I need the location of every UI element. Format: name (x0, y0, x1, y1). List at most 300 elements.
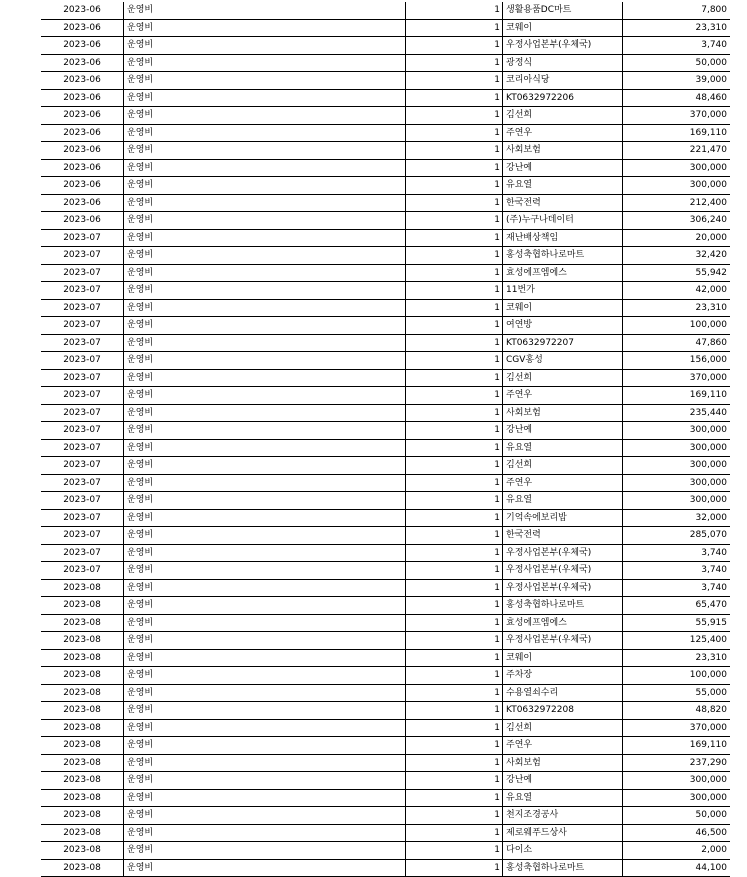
ledger-body (41, 2, 730, 877)
category-cell: 운영비 (124, 72, 406, 90)
table-row (41, 544, 730, 562)
amount-cell: 2,000 (623, 842, 731, 860)
date-cell: 2023-08 (41, 649, 124, 667)
vendor-cell: 코웨이 (503, 649, 623, 667)
quantity-cell: 1 (406, 387, 503, 405)
vendor-cell: 유요열 (503, 492, 623, 510)
date-cell: 2023-06 (41, 107, 124, 125)
vendor-cell: 코리아식당 (503, 72, 623, 90)
quantity-cell: 1 (406, 457, 503, 475)
quantity-cell: 1 (406, 702, 503, 720)
vendor-cell: 제로웨푸드상사 (503, 824, 623, 842)
amount-cell: 55,915 (623, 614, 731, 632)
table-row (41, 632, 730, 650)
date-cell: 2023-07 (41, 457, 124, 475)
amount-cell: 23,310 (623, 299, 731, 317)
category-cell: 운영비 (124, 334, 406, 352)
amount-cell: 300,000 (623, 422, 731, 440)
date-cell: 2023-08 (41, 632, 124, 650)
date-cell: 2023-06 (41, 72, 124, 90)
date-cell: 2023-06 (41, 142, 124, 160)
vendor-cell: 우정사업본부(우체국) (503, 562, 623, 580)
quantity-cell: 1 (406, 754, 503, 772)
vendor-cell: 강난예 (503, 159, 623, 177)
quantity-cell: 1 (406, 177, 503, 195)
table-row (41, 317, 730, 335)
category-cell: 운영비 (124, 282, 406, 300)
quantity-cell: 1 (406, 492, 503, 510)
date-cell: 2023-07 (41, 562, 124, 580)
category-cell: 운영비 (124, 37, 406, 55)
quantity-cell: 1 (406, 807, 503, 825)
quantity-cell: 1 (406, 212, 503, 230)
category-cell: 운영비 (124, 772, 406, 790)
date-cell: 2023-07 (41, 264, 124, 282)
quantity-cell: 1 (406, 667, 503, 685)
vendor-cell: 주연우 (503, 474, 623, 492)
quantity-cell: 1 (406, 439, 503, 457)
amount-cell: 370,000 (623, 719, 731, 737)
table-row (41, 562, 730, 580)
table-row (41, 352, 730, 370)
table-row (41, 124, 730, 142)
quantity-cell: 1 (406, 317, 503, 335)
date-cell: 2023-07 (41, 334, 124, 352)
category-cell: 운영비 (124, 527, 406, 545)
amount-cell: 39,000 (623, 72, 731, 90)
table-row (41, 772, 730, 790)
category-cell: 운영비 (124, 492, 406, 510)
vendor-cell: KT0632972207 (503, 334, 623, 352)
category-cell: 운영비 (124, 107, 406, 125)
vendor-cell: 홍성축협하나로마트 (503, 597, 623, 615)
date-cell: 2023-07 (41, 492, 124, 510)
amount-cell: 7,800 (623, 2, 731, 19)
amount-cell: 300,000 (623, 439, 731, 457)
date-cell: 2023-08 (41, 702, 124, 720)
quantity-cell: 1 (406, 404, 503, 422)
vendor-cell: 김선희 (503, 369, 623, 387)
table-row (41, 159, 730, 177)
quantity-cell: 1 (406, 159, 503, 177)
category-cell: 운영비 (124, 212, 406, 230)
quantity-cell: 1 (406, 544, 503, 562)
table-row (41, 37, 730, 55)
date-cell: 2023-07 (41, 229, 124, 247)
category-cell: 운영비 (124, 457, 406, 475)
table-row (41, 649, 730, 667)
amount-cell: 237,290 (623, 754, 731, 772)
amount-cell: 23,310 (623, 649, 731, 667)
table-row (41, 667, 730, 685)
amount-cell: 47,860 (623, 334, 731, 352)
date-cell: 2023-07 (41, 387, 124, 405)
quantity-cell: 1 (406, 369, 503, 387)
amount-cell: 100,000 (623, 667, 731, 685)
category-cell: 운영비 (124, 807, 406, 825)
vendor-cell: 유요열 (503, 439, 623, 457)
category-cell: 운영비 (124, 562, 406, 580)
category-cell: 운영비 (124, 124, 406, 142)
amount-cell: 300,000 (623, 159, 731, 177)
date-cell: 2023-08 (41, 684, 124, 702)
amount-cell: 156,000 (623, 352, 731, 370)
quantity-cell: 1 (406, 194, 503, 212)
amount-cell: 3,740 (623, 37, 731, 55)
table-row (41, 702, 730, 720)
date-cell: 2023-07 (41, 509, 124, 527)
amount-cell: 169,110 (623, 124, 731, 142)
date-cell: 2023-06 (41, 159, 124, 177)
table-row (41, 684, 730, 702)
table-row (41, 509, 730, 527)
amount-cell: 300,000 (623, 492, 731, 510)
vendor-cell: 주연우 (503, 387, 623, 405)
category-cell: 운영비 (124, 597, 406, 615)
category-cell: 운영비 (124, 842, 406, 860)
vendor-cell: 김선희 (503, 719, 623, 737)
table-row (41, 404, 730, 422)
category-cell: 운영비 (124, 264, 406, 282)
amount-cell: 3,740 (623, 562, 731, 580)
quantity-cell: 1 (406, 54, 503, 72)
category-cell: 운영비 (124, 439, 406, 457)
vendor-cell: 홍성축협하나로마트 (503, 247, 623, 265)
date-cell: 2023-07 (41, 299, 124, 317)
table-row (41, 807, 730, 825)
date-cell: 2023-08 (41, 754, 124, 772)
quantity-cell: 1 (406, 107, 503, 125)
date-cell: 2023-07 (41, 369, 124, 387)
quantity-cell: 1 (406, 37, 503, 55)
quantity-cell: 1 (406, 142, 503, 160)
category-cell: 운영비 (124, 317, 406, 335)
vendor-cell: 생활용품DC마트 (503, 2, 623, 19)
category-cell: 운영비 (124, 89, 406, 107)
table-row (41, 142, 730, 160)
amount-cell: 32,000 (623, 509, 731, 527)
vendor-cell: 효성에프엠에스 (503, 264, 623, 282)
table-row (41, 89, 730, 107)
amount-cell: 3,740 (623, 579, 731, 597)
date-cell: 2023-08 (41, 859, 124, 877)
vendor-cell: 천지조경공사 (503, 807, 623, 825)
table-row (41, 859, 730, 877)
quantity-cell: 1 (406, 299, 503, 317)
vendor-cell: 강난예 (503, 772, 623, 790)
date-cell: 2023-06 (41, 2, 124, 19)
table-row (41, 334, 730, 352)
vendor-cell: 기억속에보리밥 (503, 509, 623, 527)
vendor-cell: 김선희 (503, 107, 623, 125)
amount-cell: 125,400 (623, 632, 731, 650)
vendor-cell: 효성에프엠에스 (503, 614, 623, 632)
amount-cell: 306,240 (623, 212, 731, 230)
amount-cell: 20,000 (623, 229, 731, 247)
table-row (41, 439, 730, 457)
amount-cell: 50,000 (623, 807, 731, 825)
date-cell: 2023-08 (41, 597, 124, 615)
table-row (41, 229, 730, 247)
vendor-cell: 사회보험 (503, 404, 623, 422)
table-row (41, 492, 730, 510)
vendor-cell: (주)누구나데이터 (503, 212, 623, 230)
date-cell: 2023-08 (41, 737, 124, 755)
quantity-cell: 1 (406, 649, 503, 667)
date-cell: 2023-08 (41, 667, 124, 685)
vendor-cell: 코웨이 (503, 299, 623, 317)
table-row (41, 72, 730, 90)
category-cell: 운영비 (124, 19, 406, 37)
vendor-cell: 주차장 (503, 667, 623, 685)
amount-cell: 300,000 (623, 457, 731, 475)
date-cell: 2023-07 (41, 439, 124, 457)
vendor-cell: 다이소 (503, 842, 623, 860)
date-cell: 2023-08 (41, 789, 124, 807)
date-cell: 2023-07 (41, 422, 124, 440)
category-cell: 운영비 (124, 789, 406, 807)
quantity-cell: 1 (406, 772, 503, 790)
quantity-cell: 1 (406, 737, 503, 755)
category-cell: 운영비 (124, 299, 406, 317)
table-row (41, 107, 730, 125)
table-row (41, 299, 730, 317)
quantity-cell: 1 (406, 89, 503, 107)
vendor-cell: 코웨이 (503, 19, 623, 37)
category-cell: 운영비 (124, 544, 406, 562)
date-cell: 2023-07 (41, 352, 124, 370)
category-cell: 운영비 (124, 719, 406, 737)
vendor-cell: 우정사업본부(우체국) (503, 37, 623, 55)
amount-cell: 48,820 (623, 702, 731, 720)
date-cell: 2023-07 (41, 404, 124, 422)
amount-cell: 169,110 (623, 737, 731, 755)
table-row (41, 474, 730, 492)
amount-cell: 42,000 (623, 282, 731, 300)
date-cell: 2023-06 (41, 194, 124, 212)
amount-cell: 50,000 (623, 54, 731, 72)
vendor-cell: 여연방 (503, 317, 623, 335)
amount-cell: 23,310 (623, 19, 731, 37)
date-cell: 2023-08 (41, 807, 124, 825)
amount-cell: 48,460 (623, 89, 731, 107)
date-cell: 2023-06 (41, 19, 124, 37)
vendor-cell: 김선희 (503, 457, 623, 475)
amount-cell: 300,000 (623, 789, 731, 807)
category-cell: 운영비 (124, 824, 406, 842)
category-cell: 운영비 (124, 369, 406, 387)
category-cell: 운영비 (124, 2, 406, 19)
quantity-cell: 1 (406, 474, 503, 492)
category-cell: 운영비 (124, 422, 406, 440)
amount-cell: 3,740 (623, 544, 731, 562)
vendor-cell: 11번가 (503, 282, 623, 300)
table-row (41, 579, 730, 597)
table-row (41, 369, 730, 387)
date-cell: 2023-08 (41, 772, 124, 790)
table-row (41, 597, 730, 615)
vendor-cell: 재난배상책임 (503, 229, 623, 247)
table-row (41, 719, 730, 737)
date-cell: 2023-06 (41, 37, 124, 55)
date-cell: 2023-08 (41, 842, 124, 860)
vendor-cell: 광정식 (503, 54, 623, 72)
category-cell: 운영비 (124, 702, 406, 720)
vendor-cell: 우정사업본부(우체국) (503, 632, 623, 650)
category-cell: 운영비 (124, 649, 406, 667)
quantity-cell: 1 (406, 632, 503, 650)
date-cell: 2023-06 (41, 212, 124, 230)
table-row (41, 737, 730, 755)
table-row (41, 527, 730, 545)
table-row (41, 19, 730, 37)
category-cell: 운영비 (124, 579, 406, 597)
vendor-cell: 유요열 (503, 789, 623, 807)
amount-cell: 370,000 (623, 369, 731, 387)
category-cell: 운영비 (124, 247, 406, 265)
quantity-cell: 1 (406, 562, 503, 580)
table-row (41, 824, 730, 842)
category-cell: 운영비 (124, 737, 406, 755)
table-row (41, 422, 730, 440)
table-row (41, 842, 730, 860)
amount-cell: 32,420 (623, 247, 731, 265)
quantity-cell: 1 (406, 334, 503, 352)
date-cell: 2023-07 (41, 544, 124, 562)
vendor-cell: 사회보험 (503, 142, 623, 160)
vendor-cell: 한국전력 (503, 527, 623, 545)
category-cell: 운영비 (124, 194, 406, 212)
quantity-cell: 1 (406, 229, 503, 247)
table-row (41, 789, 730, 807)
quantity-cell: 1 (406, 842, 503, 860)
quantity-cell: 1 (406, 684, 503, 702)
category-cell: 운영비 (124, 474, 406, 492)
table-row (41, 194, 730, 212)
date-cell: 2023-08 (41, 614, 124, 632)
table-row (41, 457, 730, 475)
category-cell: 운영비 (124, 614, 406, 632)
quantity-cell: 1 (406, 124, 503, 142)
category-cell: 운영비 (124, 177, 406, 195)
vendor-cell: 수용열쇠수리 (503, 684, 623, 702)
category-cell: 운영비 (124, 159, 406, 177)
amount-cell: 235,440 (623, 404, 731, 422)
amount-cell: 300,000 (623, 772, 731, 790)
amount-cell: 46,500 (623, 824, 731, 842)
date-cell: 2023-08 (41, 719, 124, 737)
category-cell: 운영비 (124, 509, 406, 527)
category-cell: 운영비 (124, 754, 406, 772)
quantity-cell: 1 (406, 72, 503, 90)
vendor-cell: 주연우 (503, 737, 623, 755)
category-cell: 운영비 (124, 859, 406, 877)
quantity-cell: 1 (406, 247, 503, 265)
amount-cell: 285,070 (623, 527, 731, 545)
category-cell: 운영비 (124, 404, 406, 422)
category-cell: 운영비 (124, 352, 406, 370)
quantity-cell: 1 (406, 352, 503, 370)
vendor-cell: 사회보험 (503, 754, 623, 772)
category-cell: 운영비 (124, 142, 406, 160)
category-cell: 운영비 (124, 54, 406, 72)
date-cell: 2023-07 (41, 247, 124, 265)
quantity-cell: 1 (406, 597, 503, 615)
amount-cell: 169,110 (623, 387, 731, 405)
table-row (41, 54, 730, 72)
table-row (41, 387, 730, 405)
amount-cell: 65,470 (623, 597, 731, 615)
category-cell: 운영비 (124, 667, 406, 685)
table-row (41, 2, 730, 19)
date-cell: 2023-07 (41, 282, 124, 300)
vendor-cell: 우정사업본부(우체국) (503, 579, 623, 597)
date-cell: 2023-06 (41, 89, 124, 107)
vendor-cell: KT0632972206 (503, 89, 623, 107)
quantity-cell: 1 (406, 264, 503, 282)
vendor-cell: 홍성축협하나로마트 (503, 859, 623, 877)
amount-cell: 55,000 (623, 684, 731, 702)
vendor-cell: 유요열 (503, 177, 623, 195)
category-cell: 운영비 (124, 229, 406, 247)
date-cell: 2023-06 (41, 177, 124, 195)
amount-cell: 44,100 (623, 859, 731, 877)
quantity-cell: 1 (406, 422, 503, 440)
quantity-cell: 1 (406, 859, 503, 877)
vendor-cell: 한국전력 (503, 194, 623, 212)
quantity-cell: 1 (406, 509, 503, 527)
date-cell: 2023-07 (41, 527, 124, 545)
quantity-cell: 1 (406, 719, 503, 737)
table-row (41, 614, 730, 632)
vendor-cell: 강난예 (503, 422, 623, 440)
quantity-cell: 1 (406, 2, 503, 19)
quantity-cell: 1 (406, 282, 503, 300)
quantity-cell: 1 (406, 527, 503, 545)
date-cell: 2023-06 (41, 124, 124, 142)
category-cell: 운영비 (124, 387, 406, 405)
amount-cell: 221,470 (623, 142, 731, 160)
expense-ledger-table (41, 2, 730, 877)
date-cell: 2023-08 (41, 579, 124, 597)
date-cell: 2023-07 (41, 317, 124, 335)
category-cell: 운영비 (124, 632, 406, 650)
vendor-cell: CGV홍성 (503, 352, 623, 370)
amount-cell: 55,942 (623, 264, 731, 282)
amount-cell: 300,000 (623, 474, 731, 492)
date-cell: 2023-08 (41, 824, 124, 842)
quantity-cell: 1 (406, 579, 503, 597)
date-cell: 2023-06 (41, 54, 124, 72)
table-row (41, 177, 730, 195)
date-cell: 2023-07 (41, 474, 124, 492)
quantity-cell: 1 (406, 19, 503, 37)
amount-cell: 212,400 (623, 194, 731, 212)
vendor-cell: 우정사업본부(우체국) (503, 544, 623, 562)
amount-cell: 100,000 (623, 317, 731, 335)
amount-cell: 300,000 (623, 177, 731, 195)
quantity-cell: 1 (406, 614, 503, 632)
table-row (41, 264, 730, 282)
category-cell: 운영비 (124, 684, 406, 702)
table-row (41, 754, 730, 772)
vendor-cell: KT0632972208 (503, 702, 623, 720)
table-row (41, 212, 730, 230)
amount-cell: 370,000 (623, 107, 731, 125)
quantity-cell: 1 (406, 789, 503, 807)
table-row (41, 247, 730, 265)
table-row (41, 282, 730, 300)
